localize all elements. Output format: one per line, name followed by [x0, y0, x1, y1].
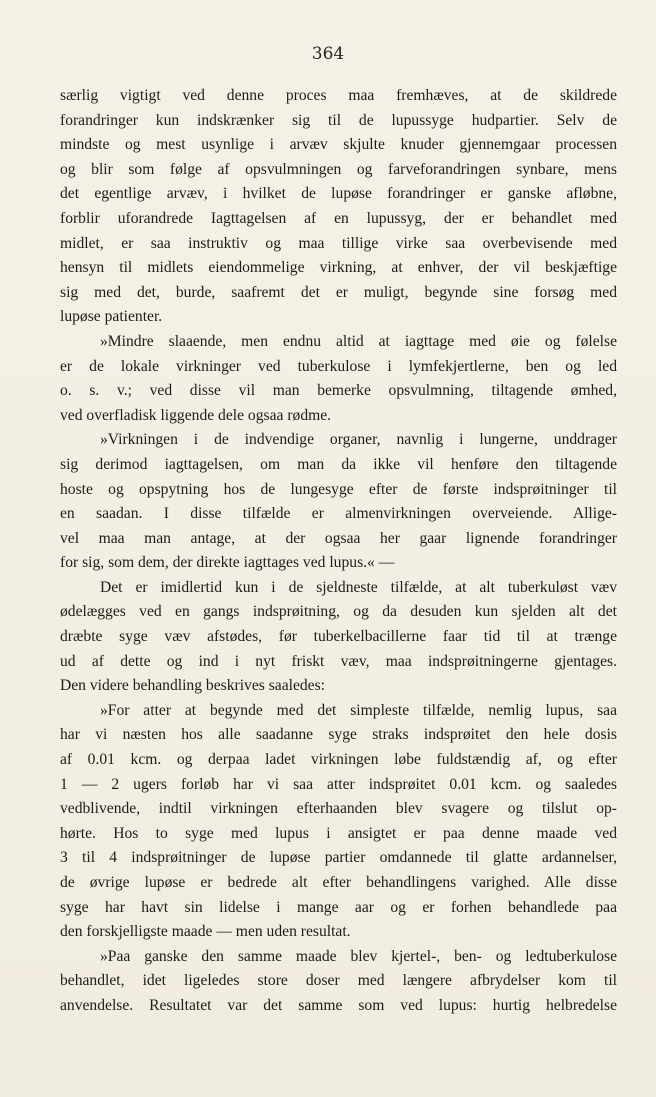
text-line: det egentlige arvæv, i hvilket de lupøse forandringer er ganske afløbne,: [60, 185, 617, 203]
page-number: 364: [311, 44, 345, 64]
text-line: syge har havt sin lidelse i mange aar og er forhen behandlede paa: [60, 898, 617, 916]
body-text: [60, 84, 617, 1019]
text-line: Den videre behandling beskrives saaledes:: [60, 677, 326, 695]
text-line: »For atter at begynde med det simpleste tilfælde, nemlig lupus, saa: [100, 701, 617, 719]
text-line: 3 til 4 indsprøitninger de lupøse partier omdannede til glatte ardannelser,: [60, 849, 617, 867]
text-line: lupøse patienter.: [60, 308, 163, 326]
text-line: har vi næsten hos alle saadanne syge straks indsprøitet den hele dosis: [60, 726, 617, 744]
text-line: behandlet, idet ligeledes store doser med længere afbrydelser kom til: [60, 972, 617, 990]
text-line: særlig vigtigt ved denne proces maa fremhæves, at de skildrede: [60, 87, 617, 104]
text-line: »Mindre slaaende, men endnu altid at iagttage med øie og følelse: [100, 332, 617, 350]
text-line: sig derimod iagttagelsen, om man da ikke vil henføre den tiltagende: [60, 455, 617, 473]
text-line: ud af dette og ind i nyt friskt væv, maa indsprøitningerne gjentages.: [60, 652, 617, 670]
text-line: en saadan. I disse tilfælde er almenvirkningen overveiende. Allige-: [60, 505, 617, 523]
text-line: dræbte syge væv afstødes, før tuberkelbacillerne faar tid til at trænge: [60, 628, 617, 646]
text-line: forandringer kun indskrænker sig til de lupussyge hudpartier. Selv de: [60, 111, 617, 129]
text-line: af 0.01 kcm. og derpaa ladet virkningen løbe fuldstændig af, og efter: [60, 751, 617, 769]
text-line: den forskjelligste maade — men uden resultat.: [60, 923, 351, 941]
text-line: vel maa man antage, at der ogsaa her gaar lignende forandringer: [60, 529, 617, 547]
text-line: hensyn til midlets eiendommelige virkning, at enhver, der vil beskjæftige: [60, 259, 617, 277]
text-line: midlet, er saa instruktiv og maa tillige virke saa overbevisende med: [60, 234, 617, 252]
text-line: de øvrige lupøse er bedrede alt efter behandlingens varighed. Alle disse: [60, 874, 617, 891]
text-line: ved overfladisk liggende dele ogsaa rødme.: [60, 406, 332, 424]
text-line: »Virkningen i de indvendige organer, navnlig i lungerne, unddrager: [100, 431, 617, 449]
text-line: hoste og opspytning hos de lungesyge efter de første indsprøitninger til: [60, 480, 617, 498]
text-line: anvendelse. Resultatet var det samme som ved lupus: hurtig helbredelse: [60, 996, 617, 1014]
text-line: 1 — 2 ugers forløb har vi saa atter indsprøitet 0.01 kcm. og saaledes: [60, 775, 617, 793]
text-line: mindste og mest usynlige i arvæv skjulte knuder gjennemgaar processen: [60, 136, 617, 154]
text-line: o. s. v.; ved disse vil man bemerke opsvulmning, tiltagende ømhed,: [60, 382, 617, 400]
text-line: »Paa ganske den samme maade blev kjertel-, ben- og ledtuberkulose: [100, 947, 617, 965]
text-line: for sig, som dem, der direkte iagttages ved lupus.« —: [60, 554, 395, 572]
text-line: hørte. Hos to syge med lupus i ansigtet er paa denne maade ved: [60, 824, 617, 842]
text-line: forblir uforandrede Iagttagelsen af en lupussyg, der er behandlet med: [60, 209, 617, 227]
text-line: ødelægges ved en gangs indsprøitning, og da desuden kun sjelden alt det: [60, 603, 617, 621]
text-line: vedblivende, indtil virkningen efterhaanden blev svagere og tilslut op-: [60, 800, 617, 818]
text-line: Det er imidlertid kun i de sjeldneste tilfælde, at alt tuberkuløst væv: [100, 578, 617, 596]
text-line: og blir som følge af opsvulmningen og farveforandringen synbare, mens: [60, 160, 617, 178]
text-line: er de lokale virkninger ved tuberkulose i lymfekjertlerne, ben og led: [60, 357, 617, 375]
text-line: sig med det, burde, saafremt det er muligt, begynde sine forsøg med: [60, 283, 617, 301]
